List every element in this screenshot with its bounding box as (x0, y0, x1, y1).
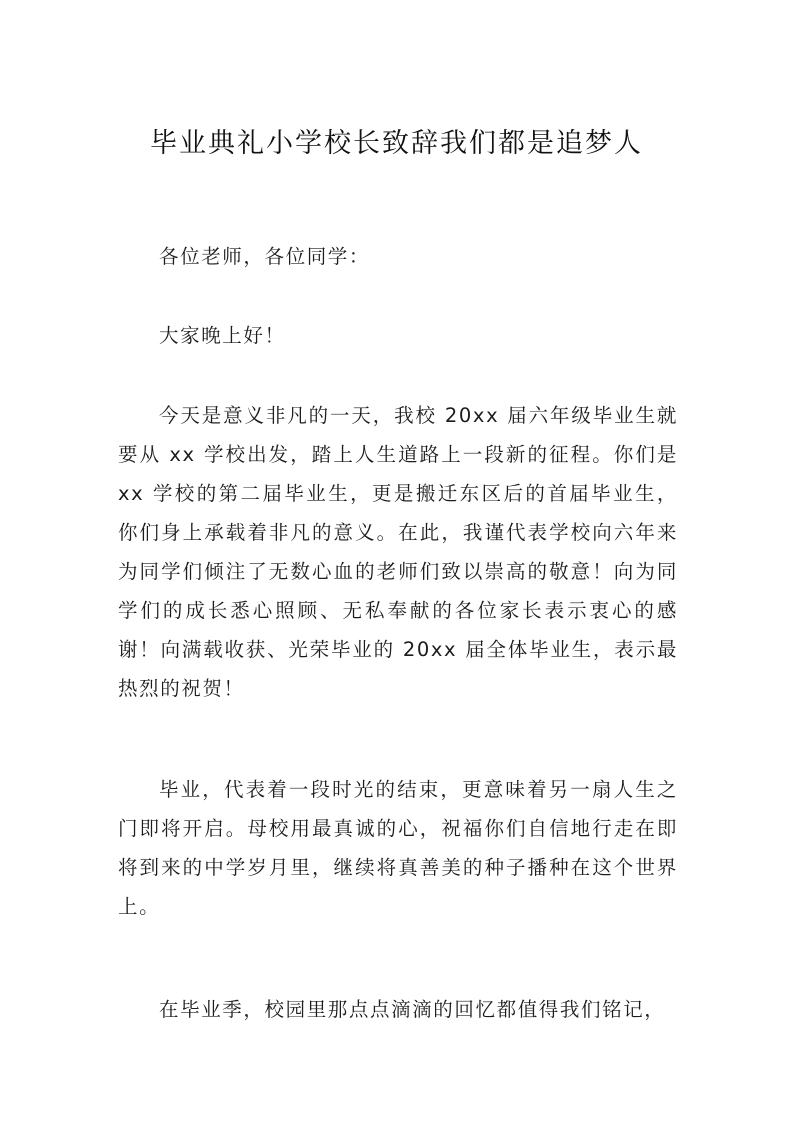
salutation-paragraph: 各位老师，各位同学： (159, 245, 371, 268)
body-paragraph-1: 今天是意义非凡的一天，我校 20xx 届六年级毕业生就要从 xx 学校出发，踏上人生道路上一段新的征程。你们是 xx 学校的第二届毕业生，更是搬迁东区后的首届毕业生，你们身上承载着非凡的意义。在此，我谨代表学校向六年来为同学们倾注了无数心血的老师们致以崇高的敬意！向为同学们的成长悉心照顾、无私奉献的各位家长表示衷心的感谢！向满载收获、光荣毕业的 20xx 届全体毕业生，表示最热烈的祝贺！ (118, 404, 678, 700)
body-paragraph-3: 在毕业季，校园里那点点滴滴的回忆都值得我们铭记， (159, 998, 666, 1021)
document-title: 毕业典礼小学校长致辞我们都是追梦人 (150, 128, 643, 159)
greeting-paragraph: 大家晚上好！ (159, 324, 286, 347)
body-paragraph-2: 毕业，代表着一段时光的结束，更意味着另一扇人生之门即将开启。母校用最真诚的心，祝福你们自信地行走在即将到来的中学岁月里，继续将真善美的种子播种在这个世界上。 (118, 778, 678, 918)
